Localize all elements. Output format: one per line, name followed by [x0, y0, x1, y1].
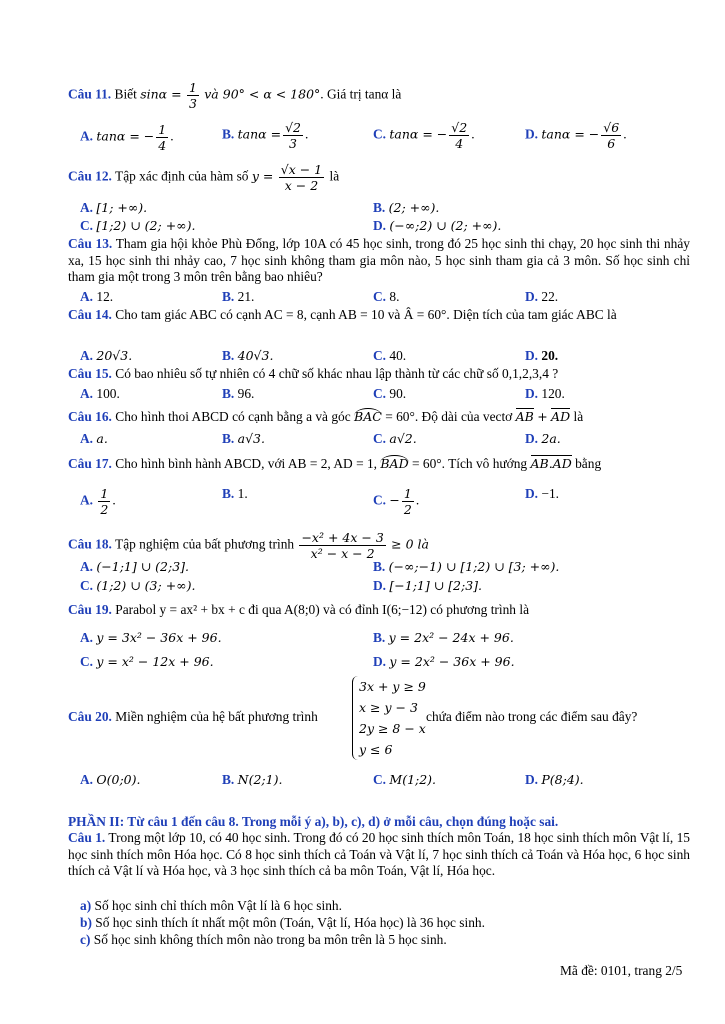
q17-option-d[interactable]: D. −1.: [525, 486, 559, 501]
q13-option-b[interactable]: B. 21.: [222, 289, 255, 304]
q15-option-b[interactable]: B. 96.: [222, 386, 255, 401]
part2-q1-statement-a[interactable]: a) Số học sinh chỉ thích môn Vật lí là 6 học sinh.: [80, 898, 342, 913]
q11-tail: . Giá trị tanα là: [320, 86, 402, 102]
q18-option-a[interactable]: A. (−1;1] ∪ (2;3].: [80, 559, 189, 574]
q18-option-c[interactable]: C. (1;2) ∪ (3; +∞).: [80, 578, 196, 593]
q14-option-c[interactable]: C. 40.: [373, 348, 407, 363]
q12-tail: là: [329, 168, 340, 184]
q17-stem: [68, 456, 601, 472]
q16-vector-ad: AD: [551, 409, 571, 424]
q11-frac: $\frac{1}{3}$: [188, 80, 197, 111]
q11-option-b[interactable]: B. tanα = $\frac{√2}{3}$ .: [222, 120, 309, 151]
q11-text: Biết: [114, 86, 137, 102]
q16-option-a[interactable]: A. a.: [80, 431, 108, 446]
q16-text: Cho hình thoi ABCD có cạnh bằng a và góc: [115, 409, 351, 424]
q14-option-d[interactable]: D. 20.: [525, 348, 559, 363]
q19-option-b[interactable]: B. y = 2x² − 24x + 96.: [373, 630, 514, 645]
q16-label: Câu 16.: [68, 409, 112, 424]
q14-stem: [68, 307, 690, 324]
q20-label: Câu 20.: [68, 709, 112, 724]
q17-option-c[interactable]: C. − $\frac{1}{2}$ .: [373, 486, 420, 517]
q13-option-d[interactable]: D. 22.: [525, 289, 559, 304]
q11-option-c[interactable]: C. tanα = − $\frac{√2}{4}$ .: [373, 120, 475, 151]
q20-option-a[interactable]: A. O(0;0).: [80, 772, 141, 787]
q15-option-d[interactable]: D. 120.: [525, 386, 565, 401]
q17-angle: BAD: [380, 456, 409, 471]
q20-stem: [68, 709, 318, 725]
q11-sin: sinα =: [140, 86, 182, 102]
q14-option-a[interactable]: A. 20√3.: [80, 348, 133, 363]
q20-ineq-1: 3x + y ≥ 9: [359, 679, 426, 694]
q11-stem: [68, 80, 401, 111]
q15-text: Có bao nhiêu số tự nhiên có 4 chữ số khác nhau lập thành từ các chữ số 0,1,2,3,4 ?: [115, 366, 559, 381]
q14-option-b[interactable]: B. 40√3.: [222, 348, 274, 363]
q16-plus: +: [537, 409, 548, 424]
q15-option-a[interactable]: A. 100.: [80, 386, 120, 401]
q13-stem: [68, 236, 690, 286]
q17-text: Cho hình bình hành ABCD, với AB = 2, AD = 1,: [115, 456, 378, 471]
q18-text: Tập nghiệm của bất phương trình: [115, 536, 295, 552]
q12-frac: $\frac{√x - 1}{x - 2}$: [280, 162, 323, 193]
q12-label: Câu 12.: [68, 168, 112, 184]
part2-q1-statement-b[interactable]: b) Số học sinh thích ít nhất một môn (Toán, Vật lí, Hóa học) là 36 học sinh.: [80, 915, 485, 930]
q12-option-a[interactable]: A. [1; +∞).: [80, 200, 148, 215]
q16-text2: = 60°. Độ dài của vectơ: [385, 409, 513, 424]
q20-text: Miền nghiệm của hệ bất phương trình: [115, 709, 318, 724]
q12-y: y =: [251, 168, 274, 184]
q17-option-a[interactable]: A. $\frac{1}{2}$ .: [80, 486, 116, 517]
q17-vector-product: AB.AD: [530, 456, 572, 471]
q16-vector-ab: AB: [515, 409, 534, 424]
q12-option-d[interactable]: D. (−∞;2) ∪ (2; +∞).: [373, 218, 502, 233]
q20-tail: chứa điểm nào trong các điểm sau đây?: [426, 709, 638, 724]
q17-option-b[interactable]: B. 1.: [222, 486, 248, 501]
q20-ineq-3: 2y ≥ 8 − x: [359, 721, 426, 736]
q19-stem: [68, 602, 529, 618]
q13-option-a[interactable]: A. 12.: [80, 289, 114, 304]
q16-tail: là: [573, 409, 584, 424]
q16-option-c[interactable]: C. a√2.: [373, 431, 417, 446]
q19-label: Câu 19.: [68, 602, 112, 617]
q17-label: Câu 17.: [68, 456, 112, 471]
q19-option-a[interactable]: A. y = 3x² − 36x + 96.: [80, 630, 222, 645]
q12-option-b[interactable]: B. (2; +∞).: [373, 200, 440, 215]
q12-stem: [68, 162, 339, 193]
q11-option-d[interactable]: D. tanα = − $\frac{√6}{6}$ .: [525, 120, 627, 151]
q16-option-d[interactable]: D. 2a.: [525, 431, 561, 446]
q19-option-c[interactable]: C. y = x² − 12x + 96.: [80, 654, 214, 669]
q16-angle: BAC: [354, 409, 382, 424]
part2-q1-statement-c[interactable]: c) Số học sinh không thích môn nào trong ba môn trên là 5 học sinh.: [80, 932, 447, 947]
q14-text: Cho tam giác ABC có cạnh AC = 8, cạnh AB = 10 và Â = 60°. Diện tích của tam giác ABC là: [115, 307, 617, 322]
q20-option-c[interactable]: C. M(1;2).: [373, 772, 437, 787]
q17-tail: bằng: [575, 456, 602, 471]
q19-option-d[interactable]: D. y = 2x² − 36x + 96.: [373, 654, 515, 669]
part2-heading: PHẦN II: Từ câu 1 đến câu 8. Trong mỗi ý a), b), c), d) ở mỗi câu, chọn đúng hoặc sai.: [68, 814, 559, 829]
q20-option-d[interactable]: D. P(8;4).: [525, 772, 584, 787]
q17-text2: = 60°. Tích vô hướng: [411, 456, 528, 471]
q13-text: Tham gia hội khỏe Phù Đổng, lớp 10A có 45 học sinh, trong đó 25 học sinh thi chạy, 20 học sinh thi nhảy xa, 15 học sinh thi nhảy cao, 7 học sinh không tham gia môn nào, 5 học sinh tham gia cả 3 môn. Số học sinh chỉ tham gia một trong 3 môn trên bằng bao nhiêu?: [68, 236, 690, 284]
q20-ineq-2: x ≥ y − 3: [359, 700, 418, 715]
q16-stem: [68, 409, 583, 425]
q12-text: Tập xác định của hàm số: [115, 168, 249, 184]
q20-option-b[interactable]: B. N(2;1).: [222, 772, 283, 787]
q19-text: Parabol y = ax² + bx + c đi qua A(8;0) và có đỉnh I(6;−12) có phương trình là: [115, 602, 530, 617]
q18-label: Câu 18.: [68, 536, 112, 552]
q16-option-b[interactable]: B. a√3.: [222, 431, 265, 446]
q11-label: Câu 11.: [68, 86, 112, 102]
q11-range: và 90° < α < 180°: [204, 86, 321, 102]
q12-option-c[interactable]: C. [1;2) ∪ (2; +∞).: [80, 218, 196, 233]
q11-option-a[interactable]: A. tanα = − $\frac{1}{4}$ .: [80, 122, 174, 153]
q18-stem: [68, 530, 429, 561]
q15-option-c[interactable]: C. 90.: [373, 386, 407, 401]
part2-q1-text: Trong một lớp 10, có 40 học sinh. Trong đó có 20 học sinh thích môn Toán, 18 học sinh thích môn Vật lí, 15 học sinh thích môn Hóa học. Có 8 học sinh thích cả Toán và Vật lí, 7 học sinh thích cả Toán và Hóa học, 6 học sinh thích cả Vật lí và Hóa học, và 3 học sinh thích cả ba môn Toán, Vật lí, Hóa học.: [68, 830, 690, 878]
q18-tail: ≥ 0 là: [391, 536, 429, 552]
part2-q1-stem: [68, 830, 690, 880]
q18-option-b[interactable]: B. (−∞;−1) ∪ [1;2) ∪ [3; +∞).: [373, 559, 560, 574]
q15-stem: [68, 366, 558, 382]
q20-system: [352, 676, 426, 760]
q20-ineq-4: y ≤ 6: [359, 742, 393, 757]
page-footer: Mã đề: 0101, trang 2/5: [560, 963, 683, 978]
q13-option-c[interactable]: C. 8.: [373, 289, 400, 304]
q18-frac: $\frac{\text{−x² + 4x − 3}}{\text{x² − x − 2}}$: [301, 530, 384, 561]
part2-q1-label: Câu 1.: [68, 830, 106, 845]
q14-label: Câu 14.: [68, 307, 112, 322]
q15-label: Câu 15.: [68, 366, 112, 381]
q13-label: Câu 13.: [68, 236, 113, 251]
q18-option-d[interactable]: D. [−1;1] ∪ [2;3].: [373, 578, 482, 593]
